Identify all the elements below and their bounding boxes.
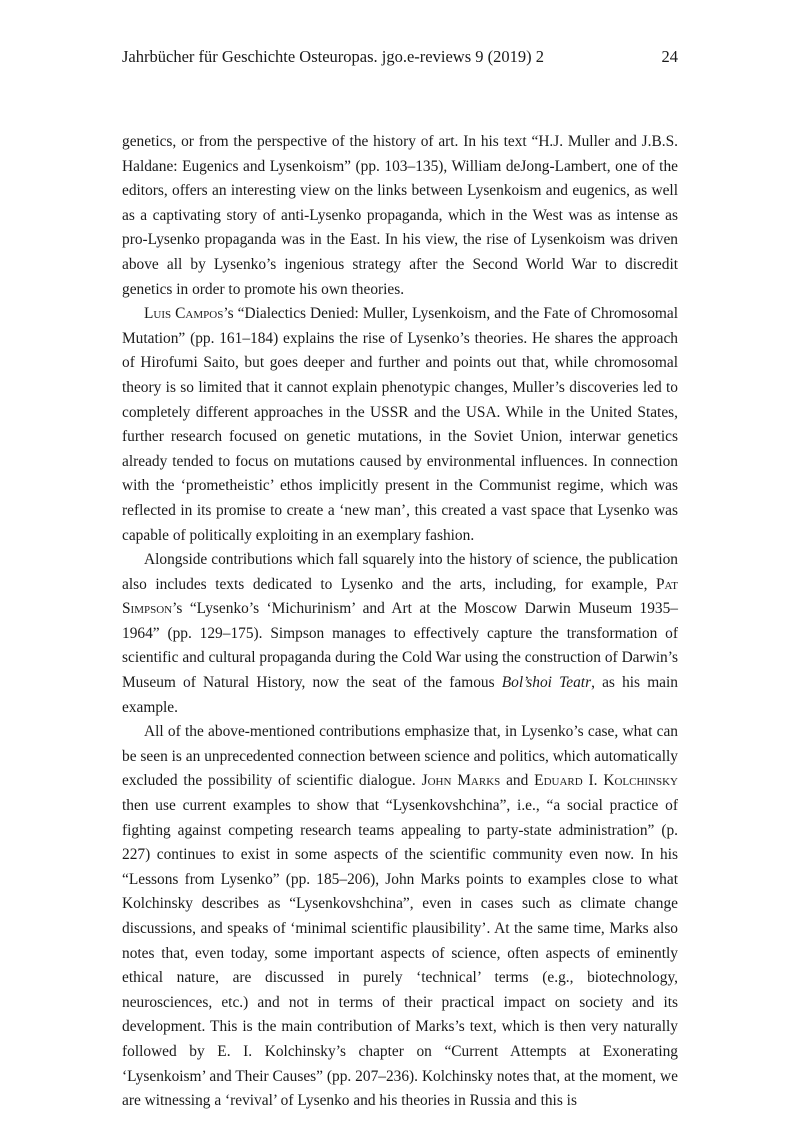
review-body [122, 130, 678, 1114]
paragraph-text: All of the above-mentioned contributions emphasize that, in Lysenko’s case, what can be seen is an unprecedented connection between science and politics, which automatically excluded the possibility of scientific dialogue. [122, 723, 678, 790]
paragraph-text: , as his main example. [122, 674, 678, 716]
paragraph-text: ’s “Dialectics Denied: Muller, Lysenkoism, and the Fate of Chromosomal Mutation” (pp. 161–184) explains the rise of Lysenko’s theories. He shares the approach of Hirofumi Saito, but goes deeper and further and points out that, while chromosomal theory is so limited that it cannot explain phenotypic changes, Muller’s discoveries led to completely different approaches in the USSR and the USA. While in the United States, further research focused on genetic mutations, in the Soviet Union, interwar genetics already tended to focus on mutations caused by environmental influences. In connection with the ‘prometheistic’ ethos implicitly present in the Communist regime, which was reflected in its promise to create a ‘new man’, this created a vast space that Lysenko was capable of politically exploiting in an exemplary fashion. [122, 305, 678, 544]
paragraph-2 [122, 302, 678, 548]
author-name: John Marks [421, 772, 501, 790]
paragraph-text: ’s “Lysenko’s ‘Michurinism’ and Art at the Moscow Darwin Museum 1935–1964” (pp. 129–175). Simpson manages to effectively capture the transformation of scientific and cultural propaganda during the Cold War using the construction of Darwin’s Museum of Natural History, now the seat of the famous [122, 600, 678, 692]
paragraph-text: genetics, or from the perspective of the history of art. In his text “H.J. Muller and J.B.S. Haldane: Eugenics and Lysenkoism” (pp. 103–135), William deJong-Lambert, one of the editors, offers an interesting view on the links between Lysenkoism and eugenics, as well as a captivating story of anti-Lysenko propaganda, which in the West was as intense as pro-Lysenko propaganda was in the East. In his view, the rise of Lysenkoism was driven above all by Lysenko’s ingenious strategy after the Second World War to discredit genetics in order to promote his own theories. [122, 133, 678, 298]
paragraph-text: Alongside contributions which fall squarely into the history of science, the publication also includes texts dedicated to Lysenko and the arts, including, for example, [122, 551, 678, 593]
italic-title: Bol’shoi Teatr [501, 674, 592, 692]
running-header [122, 46, 678, 68]
author-name: Eduard I. Kolchinsky [534, 772, 678, 790]
paragraph-4 [122, 720, 678, 1114]
page-number: 24 [661, 47, 678, 66]
author-name: Pat Simpson [122, 575, 678, 618]
paragraph-text: then use current examples to show that “Lysenkovshchina”, i.e., “a social practice of fighting against competing research teams appealing to party-state administration” (p. 227) continues to exist in some aspects of the scientific community even now. In his “Lessons from Lysenko” (pp. 185–206), John Marks points to examples close to what Kolchinsky describes as “Lysenkovshchina”, even in cases such as climate change discussions, and speaks of ‘minimal scientific plausibility’. At the same time, Marks also notes that, even today, some important aspects of science, often aspects of eminently ethical nature, are discussed in purely ‘technical’ terms (e.g., biotechnology, neurosciences, etc.) and not in terms of their practical impact on society and its development. This is the main contribution of Marks’s text, which is then very naturally followed by E. I. Kolchinsky’s chapter on “Current Attempts at Exonerating ‘Lysenkoism’ and Their Causes” (pp. 207–236). Kolchinsky notes that, at the moment, we are witnessing a ‘revival’ of Lysenko and his theories in Russia and this is [122, 797, 678, 1110]
author-name: Luis Campos [144, 305, 224, 323]
paragraph-3 [122, 548, 678, 720]
paragraph-text: and [500, 772, 535, 790]
paragraph-1 [122, 130, 678, 302]
journal-title: Jahrbücher für Geschichte Osteuropas. jgo.e-reviews 9 (2019) 2 [122, 47, 544, 66]
